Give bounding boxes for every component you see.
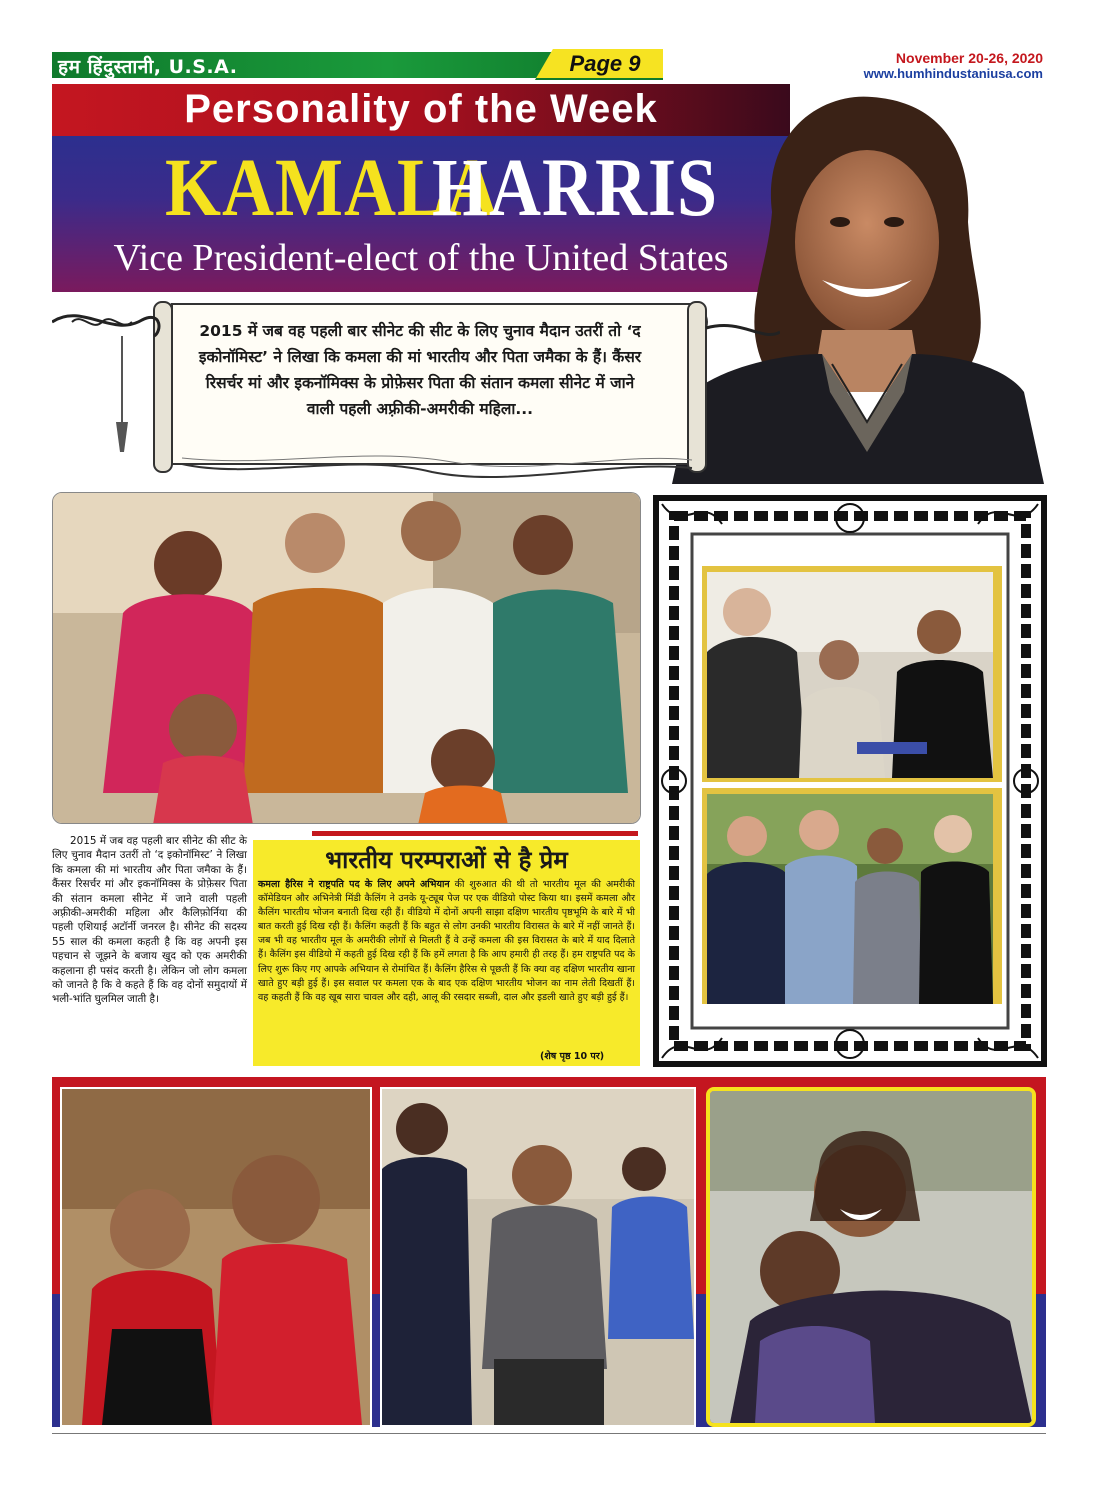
speaking-photo — [380, 1087, 696, 1427]
family-group-photo — [707, 794, 993, 1004]
page-number: Page 9 — [569, 51, 641, 76]
bottom-rule — [52, 1433, 1046, 1434]
column-text: 2015 में जब वह पहली बार सीनेट की सीट के लिए चुनाव मैदान उतरीं तो ‘द इकोनॉमिस्ट’ ने लिखा कि कमला की मां भारतीय और पिता जमैका के हैं। कैंसर रिसर्चर मां और इकनॉमिक्स के प्रोफ़ेसर पिता की संतान कमला सीनेट में जाने वाली पहली अफ़्रीकी-अमरीकी महिला और कैलिफ़ोर्निया की पहली एशियाई अटॉर्नी जनरल है। सीनेट की सदस्य 55 साल की कमला कहती है कि वह अपनी इस पहचान से जूझने के बजाय खुद को एक अमरीकी कहलाना ही पसंद करती है। लेकिन जो लोग कमला को जानते है कि वे कहते हैं कि वह दोनों समुदायों में भली-भांति घुलमिल जाती है। — [52, 835, 247, 1006]
continued-note: (शेष पृष्ठ 10 पर) — [540, 1051, 605, 1062]
masthead-title: हम हिंदुस्तानी, U.S.A. — [58, 56, 238, 78]
headline-last-name: HARRIS — [432, 141, 719, 234]
story-box-lead: कमला हैरिस ने राष्ट्रपति पद के लिए अपने अभियान — [258, 879, 450, 890]
headline-subtitle: Vice President-elect of the United States — [113, 237, 729, 279]
headline-first-name: KAMALA — [165, 141, 499, 234]
story-box-heading: भारतीय परम्पराओं से है प्रेम — [325, 846, 568, 874]
family-photo — [52, 492, 641, 824]
scroll-quote: 2015 में जब वह पहली बार सीनेट की सीट के लिए चुनाव मैदान उतरीं तो ‘द इकोनॉमिस्ट’ ने लिखा कि कमला की मां भारतीय और पिता जमैका के हैं। कैंसर रिसर्चर मां और इकनॉमिक्स के प्रोफ़ेसर पिता की संतान कमला सीनेट में जाने वाली पहली अफ़्रीकी-अमरीकी महिला... — [198, 322, 642, 418]
photo-with-mother — [60, 1087, 372, 1427]
issue-date: November 20-26, 2020 — [895, 50, 1043, 66]
site-url[interactable]: www.humhindustaniusa.com — [863, 66, 1043, 81]
swearing-in-photo — [707, 572, 993, 778]
section-title: Personality of the Week — [184, 87, 658, 131]
box-heading-rule — [312, 831, 638, 836]
story-box-text — [258, 878, 635, 1005]
hug-photo — [706, 1087, 1036, 1427]
story-box-body: की शुरुआत की थी तो भारतीय मूल की अमरीकी कॉमेडियन और अभिनेत्री मिंडी कैलिंग ने उनके यू-ट्यूब पेज पर एक वीडियो पोस्ट किया था। इसमें कमला और कैलिंग भारतीय भोजन बनाती दिख रही हैं। वीडियो में दोनों अपनी साझा दक्षिण भारतीय पृष्ठभूमि के बारे में भी बात करती हुई दिख रही हैं। कैलिंग कहती हैं कि बहुत से लोग उनकी भारतीय विरासत के बारे में नहीं जानते हैं। जब भी वह भारतीय मूल के अमरीकी लोगों से मिलती हैं वे उन्हें कमला की इस विरासत के बारे में याद दिलाते हैं। कैलिंग इस वीडियो में कहती हुई दिख रही हैं कि हमें लगता है कि आप हमारी ही तरह हैं। हम राष्ट्रपति पद के लिए शुरू किए गए आपके अभियान से रोमांचित हैं। कैलिंग हैरिस से पूछती हैं कि क्या वह दक्षिण भारतीय खाना खाते हुए बड़ी हुई हैं। इस सवाल पर कमला एक के बाद एक दक्षिण भारतीय भोजन का नाम लेती दिखतीं हैं। वह कहती हैं कि वह खूब सारा चावल और दही, आलू की रसदार सब्जी, दाल और इडली खाते हुए बड़ी हुई हैं। — [258, 879, 635, 1003]
